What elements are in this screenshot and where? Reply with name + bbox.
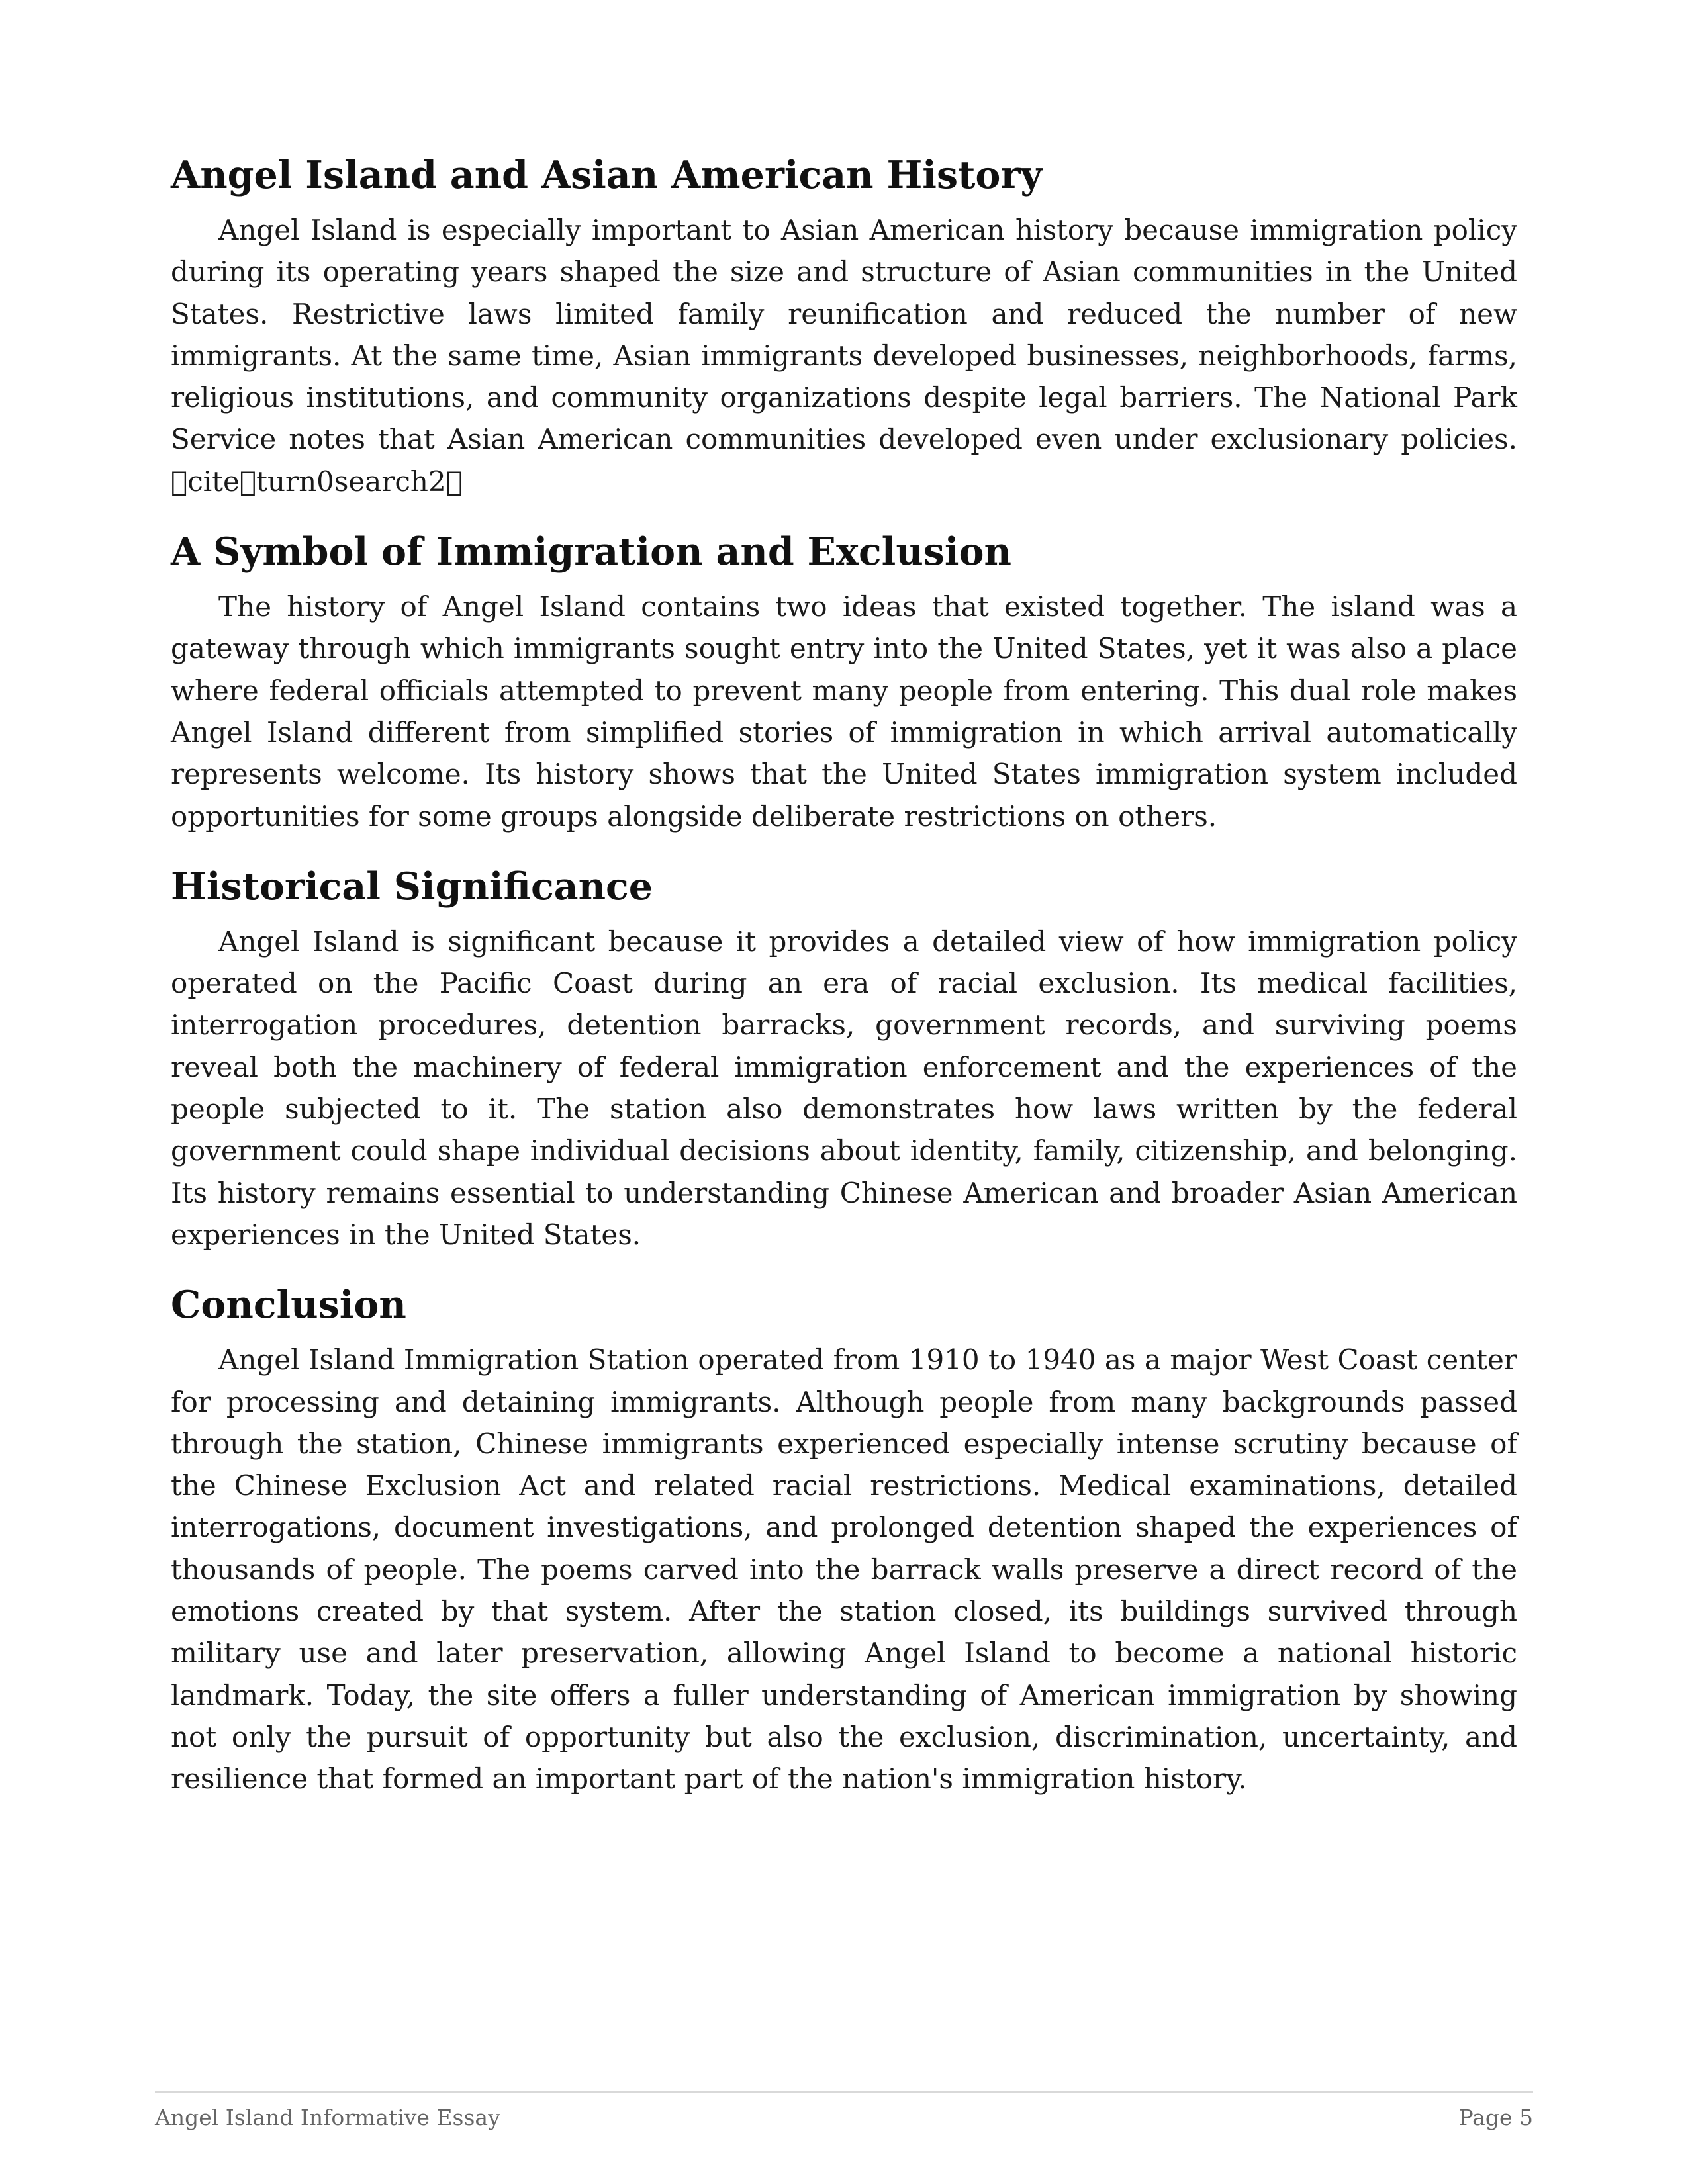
paragraph-conclusion: Angel Island Immigration Station operated from 1910 to 1940 as a major West Coast center for processing and detaining immigrants. Although people from many backgrounds passed through the station, Chinese immigrants experienced especially intense scrutiny because of the Chinese Exclusion Act and related racial restrictions. Medical examinations, detailed interrogations, document investigations, and prolonged detention shaped the experiences of thousands of people. The poems carved into the barrack walls preserve a direct record of the emotions created by that system. After the station closed, its buildings survived through military use and later preservation, allowing Angel Island to become a national historic landmark. Today, the site offers a fuller understanding of American immigration by showing not only the pursuit of opportunity but also the exclusion, discrimination, uncertainty, and resilience that formed an important part of the nation's immigration history. xyxy=(171,1343,1517,1796)
essay-page-body xyxy=(171,152,1517,1800)
paragraph-historical-significance: Angel Island is significant because it provides a detailed view of how immigration policy operated on the Pacific Coast during an era of racial exclusion. Its medical facilities, interrogation procedures, detention barracks, government records, and surviving poems reveal both the machinery of federal immigration enforcement and the experiences of the people subjected to it. The station also demonstrates how laws written by the federal government could shape individual decisions about identity, family, citizenship, and belonging. Its history remains essential to understanding Chinese American and broader Asian American experiences in the United States. xyxy=(171,925,1517,1251)
footer-document-title: Angel Island Informative Essay xyxy=(155,2105,500,2130)
paragraph-angel-island-asian-american-history: Angel Island is especially important to Asian American history because immigration policy during its operating years shaped the size and structure of Asian communities in the United States. Restrictive laws limited family reunification and reduced the number of new immigrants. At the same time, Asian immigrants developed businesses, neighborhoods, farms, religious institutions, and community organizations despite legal barriers. The National Park Service notes that Asian American communities developed even under exclusionary policies. cite turn0search2 xyxy=(171,214,1517,498)
section-heading-historical-significance: Historical Significance xyxy=(171,864,653,909)
footer-page-number: Page 5 xyxy=(1458,2105,1533,2130)
footer-divider xyxy=(155,2091,1533,2093)
section-heading-angel-island-asian-american-history: Angel Island and Asian American History xyxy=(171,153,1043,197)
section-heading-symbol-immigration-exclusion: A Symbol of Immigration and Exclusion xyxy=(171,529,1011,574)
paragraph-symbol-immigration-exclusion: The history of Angel Island contains two ideas that existed together. The island was a gateway through which immigrants sought entry into the United States, yet it was also a place where federal officials attempted to prevent many people from entering. This dual role makes Angel Island different from simplified stories of immigration in which arrival automatically represents welcome. Its history shows that the United States immigration system included opportunities for some groups alongside deliberate restrictions on others. xyxy=(171,590,1517,833)
section-heading-conclusion: Conclusion xyxy=(171,1283,406,1328)
